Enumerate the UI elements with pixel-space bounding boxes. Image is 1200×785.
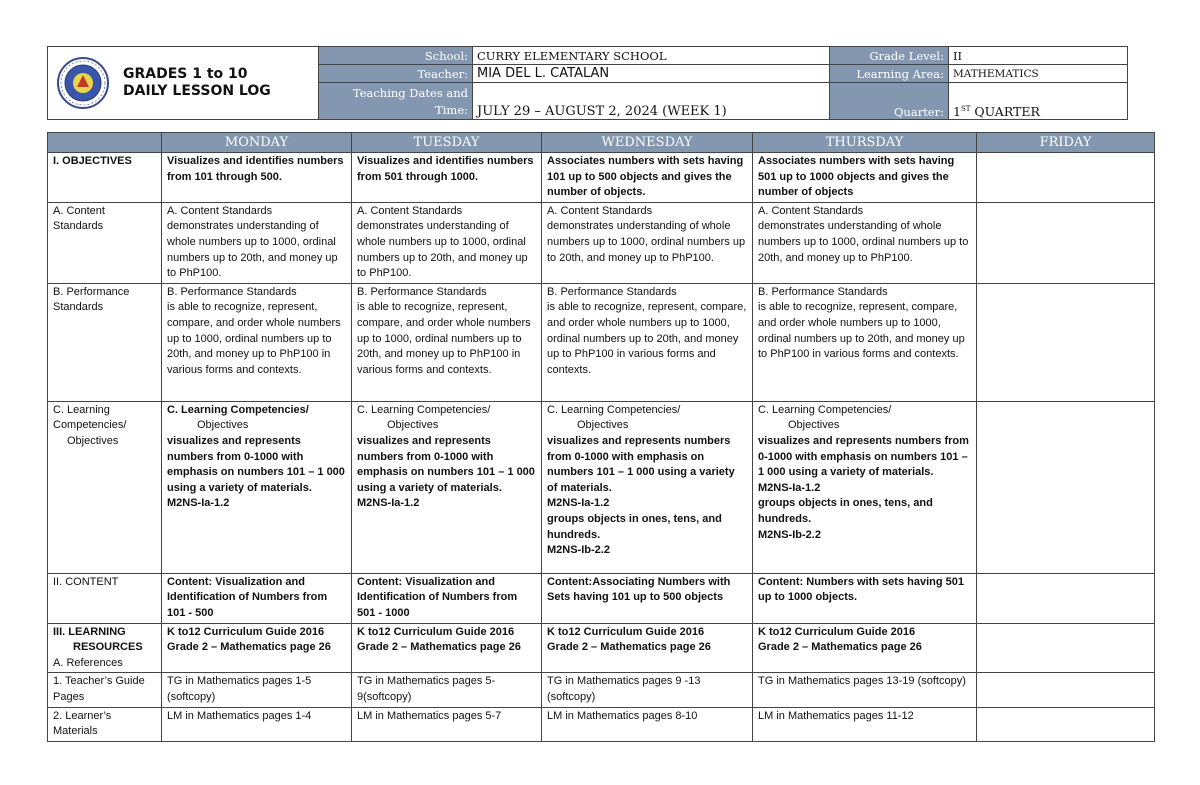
comp-code-b: M2NS-Ib-2.2 <box>547 544 610 557</box>
tg-wednesday: TG in Mathematics pages 9 -13 (softcopy) <box>542 673 753 707</box>
teacher-value: MIA DEL L. CATALAN <box>473 65 830 83</box>
performance-standard-friday <box>977 283 1155 401</box>
content-standard-thursday <box>753 202 977 283</box>
content-friday <box>977 573 1155 623</box>
comp-text: visualizes and represents numbers from 0-1000 with emphasis on numbers 101 – 1 000 using a variety of materials. <box>758 434 969 479</box>
resources-monday <box>162 623 352 673</box>
content-monday: Content: Visualization and Identification of Numbers from 101 - 500 <box>162 573 352 623</box>
resources-thursday <box>753 623 977 673</box>
learners-materials-row <box>48 707 1155 741</box>
ps-heading: B. Performance Standards <box>167 285 297 298</box>
res-line-1: K to12 Curriculum Guide 2016 <box>357 625 515 638</box>
performance-standard-thursday <box>753 283 977 401</box>
corner-cell <box>48 133 162 153</box>
lm-tuesday: LM in Mathematics pages 5-7 <box>352 707 542 741</box>
cs-heading: A. Content Standards <box>758 204 864 217</box>
day-monday: MONDAY <box>162 133 352 153</box>
title-line-2: DAILY LESSON LOG <box>123 83 271 99</box>
header-table <box>47 46 1128 120</box>
day-friday: FRIDAY <box>977 133 1155 153</box>
title-line-1: GRADES 1 to 10 <box>123 66 248 82</box>
row-label-resources <box>48 623 162 673</box>
comp-heading-1: C. Learning Competencies/ <box>167 403 309 416</box>
cs-heading: A. Content Standards <box>547 204 653 217</box>
teacher-label: Teacher: <box>319 65 473 83</box>
comp-label-1: C. Learning Competencies/ <box>53 403 127 432</box>
resources-row <box>48 623 1155 673</box>
comp-code-a: M2NS-Ia-1.2 <box>547 497 610 510</box>
dates-label-line-2: Time: <box>435 103 468 117</box>
ps-text: is able to recognize, represent, compare, and order whole numbers up to 1000, ordinal numbers up to 20th, and money up to PhP100 in various forms and contexts. <box>547 301 747 376</box>
comp-heading-2: Objectives <box>577 419 629 432</box>
res-line-1: K to12 Curriculum Guide 2016 <box>547 625 705 638</box>
tg-thursday: TG in Mathematics pages 13-19 (softcopy) <box>753 673 977 707</box>
row-label-teachers-guide: 1. Teacher’s Guide Pages <box>48 673 162 707</box>
competency-tuesday <box>352 401 542 573</box>
performance-standard-wednesday <box>542 283 753 401</box>
ps-heading: B. Performance Standards <box>357 285 487 298</box>
school-label: School: <box>319 47 473 65</box>
res-line-1: K to12 Curriculum Guide 2016 <box>758 625 916 638</box>
performance-standard-monday <box>162 283 352 401</box>
comp-heading-2: Objectives <box>197 419 249 432</box>
comp-code: M2NS-Ia-1.2 <box>167 497 230 510</box>
cs-heading: A. Content Standards <box>167 204 273 217</box>
day-tuesday: TUESDAY <box>352 133 542 153</box>
resources-wednesday <box>542 623 753 673</box>
ps-heading: B. Performance Standards <box>758 285 888 298</box>
ps-text: is able to recognize, represent, compare, and order whole numbers up to 1000, ordinal numbers up to 20th, and money up to PhP100 in various forms and contexts. <box>357 301 531 376</box>
content-thursday: Content: Numbers with sets having 501 up to 1000 objects. <box>753 573 977 623</box>
day-header-row <box>48 133 1155 153</box>
area-label: Learning Area: <box>830 65 949 83</box>
content-tuesday: Content: Visualization and Identification of Numbers from 501 - 1000 <box>352 573 542 623</box>
objective-thursday: Associates numbers with sets having 501 up to 1000 objects and gives the number of objects <box>753 153 977 203</box>
res-line-2: Grade 2 – Mathematics page 26 <box>167 641 331 654</box>
teachers-guide-row <box>48 673 1155 707</box>
comp-text-b: groups objects in ones, tens, and hundreds. <box>547 512 722 541</box>
performance-standard-tuesday <box>352 283 542 401</box>
comp-heading-1: C. Learning Competencies/ <box>357 403 491 416</box>
quarter-word: QUARTER <box>970 104 1040 119</box>
dates-label <box>319 83 473 120</box>
quarter-sup: ST <box>960 104 971 113</box>
resources-friday <box>977 623 1155 673</box>
dates-value: JULY 29 – AUGUST 2, 2024 (WEEK 1) <box>473 83 830 120</box>
competency-friday <box>977 401 1155 573</box>
performance-standards-row <box>48 283 1155 401</box>
lesson-log-table <box>47 132 1155 742</box>
cs-text: demonstrates understanding of whole numbers up to 1000, ordinal numbers up to 20th, and money up to PhP100. <box>758 220 969 264</box>
row-label-content-standards: A. Content Standards <box>48 202 162 283</box>
objective-wednesday: Associates numbers with sets having 101 up to 500 objects and gives the number of objects. <box>542 153 753 203</box>
res-line-1: K to12 Curriculum Guide 2016 <box>167 625 325 638</box>
tg-monday: TG in Mathematics pages 1-5 (softcopy) <box>162 673 352 707</box>
tg-tuesday: TG in Mathematics pages 5-9(softcopy) <box>352 673 542 707</box>
comp-text: visualizes and represents numbers from 0-1000 with emphasis on numbers 101 – 1 000 using a variety of materials. <box>547 434 735 494</box>
comp-text: visualizes and represents numbers from 0-1000 with emphasis on numbers 101 – 1 000 using a variety of materials. <box>357 434 535 494</box>
res-line-2: Grade 2 – Mathematics page 26 <box>547 641 711 654</box>
competency-wednesday <box>542 401 753 573</box>
res-line-2: Grade 2 – Mathematics page 26 <box>357 641 521 654</box>
comp-label-2: Objectives <box>67 434 119 447</box>
lm-friday <box>977 707 1155 741</box>
objectives-row <box>48 153 1155 203</box>
quarter-num: 1 <box>953 104 961 119</box>
title-cell <box>48 47 319 120</box>
comp-text-b: groups objects in ones, tens, and hundreds. <box>758 497 933 525</box>
comp-heading-1: C. Learning Competencies/ <box>547 403 681 416</box>
ps-text: is able to recognize, represent, compare, and order whole numbers up to 1000, ordinal numbers up to 20th, and money up to PhP100 in various forms and contexts. <box>167 301 341 376</box>
comp-heading-1: C. Learning Competencies/ <box>758 403 892 416</box>
res-label-2: RESOURCES <box>73 641 143 654</box>
content-wednesday: Content:Associating Numbers with Sets having 101 up to 500 objects <box>542 573 753 623</box>
area-value: MATHEMATICS <box>949 65 1128 83</box>
cs-text: demonstrates understanding of whole numbers up to 1000, ordinal numbers up to 20th, and money up to PhP100. <box>547 220 746 264</box>
content-standards-row <box>48 202 1155 283</box>
cs-text: demonstrates understanding of whole numbers up to 1000, ordinal numbers up to 20th, and money up to PhP100. <box>357 220 528 280</box>
school-value: CURRY ELEMENTARY SCHOOL <box>473 47 830 65</box>
resources-tuesday <box>352 623 542 673</box>
row-label-content: II. CONTENT <box>48 573 162 623</box>
row-label-performance-standards: B. Performance Standards <box>48 283 162 401</box>
lm-wednesday: LM in Mathematics pages 8-10 <box>542 707 753 741</box>
comp-code: M2NS-Ia-1.2 <box>357 497 420 510</box>
ps-text: is able to recognize, represent, compare, and order whole numbers up to 1000, ordinal numbers up to 20th, and money up to PhP100 in various forms and contexts. <box>758 301 965 361</box>
competency-monday <box>162 401 352 573</box>
deped-seal-icon <box>57 57 109 109</box>
content-row <box>48 573 1155 623</box>
quarter-value <box>949 83 1128 120</box>
comp-heading-2: Objectives <box>387 419 439 432</box>
row-label-learners-materials: 2. Learner’s Materials <box>48 707 162 741</box>
grade-label: Grade Level: <box>830 47 949 65</box>
comp-heading-2: Objectives <box>788 419 840 432</box>
content-standard-monday <box>162 202 352 283</box>
content-standard-friday <box>977 202 1155 283</box>
res-label-3: A. References <box>53 656 123 669</box>
comp-text: visualizes and represents numbers from 0-1000 with emphasis on numbers 101 – 1 000 using a variety of materials. <box>167 434 345 494</box>
tg-friday <box>977 673 1155 707</box>
comp-code-a: M2NS-Ia-1.2 <box>758 481 821 494</box>
res-line-2: Grade 2 – Mathematics page 26 <box>758 641 922 654</box>
objective-tuesday: Visualizes and identifies numbers from 501 through 1000. <box>352 153 542 203</box>
objective-monday: Visualizes and identifies numbers from 101 through 500. <box>162 153 352 203</box>
cs-text: demonstrates understanding of whole numbers up to 1000, ordinal numbers up to 20th, and money up to PhP100. <box>167 220 338 280</box>
day-thursday: THURSDAY <box>753 133 977 153</box>
lm-thursday: LM in Mathematics pages 11-12 <box>753 707 977 741</box>
content-standard-wednesday <box>542 202 753 283</box>
cs-heading: A. Content Standards <box>357 204 463 217</box>
dates-label-line-1: Teaching Dates and <box>352 86 468 100</box>
comp-code-b: M2NS-Ib-2.2 <box>758 528 821 541</box>
day-wednesday: WEDNESDAY <box>542 133 753 153</box>
competencies-row <box>48 401 1155 573</box>
lm-monday: LM in Mathematics pages 1-4 <box>162 707 352 741</box>
grade-value: II <box>949 47 1128 65</box>
res-label-1: III. LEARNING <box>53 625 126 638</box>
quarter-label: Quarter: <box>830 83 949 120</box>
content-standard-tuesday <box>352 202 542 283</box>
row-label-objectives: I. OBJECTIVES <box>48 153 162 203</box>
ps-heading: B. Performance Standards <box>547 285 677 298</box>
objective-friday <box>977 153 1155 203</box>
row-label-competencies <box>48 401 162 573</box>
competency-thursday <box>753 401 977 573</box>
